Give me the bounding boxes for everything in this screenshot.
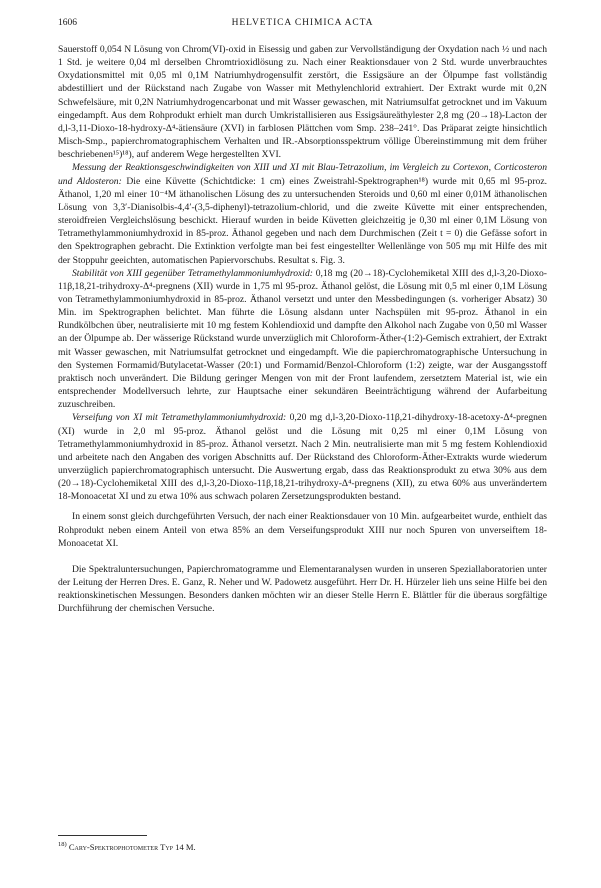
- paragraph-text: 0,20 mg d,l-3,20-Dioxo-11β,21-dihydroxy-18-acetoxy-Δ⁴-pregnen (XI) wurde in 2,0 ml 95-proz. Äthanol gelöst und die Lösung mit 0,25 ml einer 0,1M Lösung von Tetramethylammoniumhydroxid in 85-proz. Äthanol versetzt. Nach 2 Min. neutralisierte man mit 5 mg festem Kohlendioxid und arbeitete nach den Angaben des vorigen Abschnitts auf. Der Rückstand des Chloroform-Äther-Extrakts wurde wiederum unverzüglich papierchromatographisch untersucht. Die Auswertung ergab, dass das Reaktionsprodukt zu etwa 30% aus dem (20→18)-Cyclohemiketal XIII des d,l-3,20-Dioxo-11β,18,21-trihydroxy-Δ⁴-pregnens (XII), zu etwa 60% aus unverändertem 18-Monoacetat XI und zu etwa 10% aus schwach polaren Zersetzungsprodukten bestand.: [58, 412, 547, 503]
- running-header: [58, 18, 547, 32]
- paragraph-text: Die Spektraluntersuchungen, Papierchromatogramme und Elementaranalysen wurden in unseren Speziallaboratorien unter der Leitung der Herren Dres. E. Ganz, R. Neher und W. Padowetz ausgeführt. Herr Dr. H. Hürzeler lieh uns seine Hilfe bei den reaktionskinetischen Messungen. Besonders danken möchten wir an dieser Stelle Herrn E. Blättler für die überaus sorgfältige Durchführung der chemischen Versuche.: [58, 563, 547, 615]
- section-lead: Messung der Reaktionsgeschwindigkeiten von XIII und XI mit Blau-Tetrazolium, im Vergleich zu Cortexon, Corticosteron und Aldosteron:: [58, 162, 547, 187]
- paragraph-text: 0,18 mg (20→18)-Cyclohemiketal XIII des d,l-3,20-Dioxo-11β,18,21-trihydroxy-Δ⁴-pregnens (XII) wurde in 1,75 ml 95-proz. Äthanol gelöst, die Lösung mit 0,5 ml einer 0,1M Lösung von Tetramethylammoniumhydroxid in 85-proz. Äthanol versetzt und unter den Messbedingungen (s. vorheriger Absatz) 30 Min. im Spektrographen belichtet. Man führte die Lösung alsdann unter Nachspülen mit 95-proz. Äthanol in ein Rundkölbchen über, neutralisierte mit 10 mg festem Kohlendioxid und dampfte den Alkohol nach Zugabe von 0,50 ml Wasser an der Ölpumpe ab. Der wässerige Rückstand wurde unverzüglich mit Chloroform-Äther-(1:2)-Gemisch extrahiert, der Extrakt mit Wasser gewaschen, mit Natriumsulfat getrocknet und eingedampft. Wie die papierchromatographische Untersuchung in den Systemen Formamid/Butylacetat-Wasser (20:1) und Formamid/Benzol-Chloroform (1:2) zeigte, war der Ausgangsstoff praktisch noch unverändert. Die Bildung geringer Mengen von mit der Front laufendem, zersetztem Material ist, wie ein entsprechender Modellversuch lehrte, zur Hauptsache einer sekundären Beeinträchtigung während der Aufarbeitung zuzuschreiben.: [58, 267, 548, 411]
- paragraph-text: In einem sonst gleich durchgeführten Versuch, der nach einer Reaktionsdauer von 10 Min. aufgearbeitet wurde, enthielt das Rohprodukt neben einem Anteil von etwa 85% an dem Verseifungsprodukt XIII nur noch Spuren von unverseiftem 18-Monoacetat XI.: [58, 511, 547, 549]
- paragraph-stability: [58, 267, 547, 412]
- paragraph-text: Die eine Küvette (Schichtdicke: 1 cm) eines Zweistrahl-Spektrographen¹⁸) wurde mit 0,65 ml 95-proz. Äthanol, 1,20 ml einer 10⁻⁴M äthanolischen Lösung des zu untersuchenden Steroids und 0,60 ml einer 0,01M äthanolischen Lösung von 3,3′-Dianisolbis-4,4′-(3,5-diphenyl)-tetrazolium-chlorid, und die zweite Küvette mit einer entsprechenden, steroidfreien Vergleichslösung beschickt. Hierauf wurden in beide Küvetten gleichzeitig je 0,30 ml einer 0,1M Lösung von Tetramethylammoniumhydroxid in 85-proz. Äthanol gegeben und nach dem Durchmischen (Zeit t = 0) die Gefässe sofort in den Spektrographen gebracht. Die Extinktion verfolgte man bei fest eingestellter Wellenlänge von 505 mμ mit Hilfe des mit der Stoppuhr geeichten, automatischen Papiervorschubs. Resultat s. Fig. 3.: [58, 175, 547, 266]
- footnote-text: Cary-Spektrophotometer Typ 14 M.: [68, 842, 196, 852]
- page-number: 1606: [58, 18, 77, 28]
- footnote: [58, 842, 547, 853]
- section-lead: Stabilität von XIII gegenüber Tetramethylammoniumhydroxid:: [72, 267, 313, 279]
- paragraph-acknowledgements: [58, 563, 547, 616]
- paragraph-saponification: [58, 411, 547, 503]
- journal-title: HELVETICA CHIMICA ACTA: [231, 18, 374, 28]
- footnote-divider: [58, 835, 147, 836]
- paragraph-text: Sauerstoff 0,054 N Lösung von Chrom(VI)-oxid in Eisessig und gaben zur Vervollständigung der Oxydation nach ½ und nach 1 Std. je weitere 0,04 ml derselben Chromtrioxidlösung zu. Nach einer Reaktionsdauer von 2 Std. wurde unverbrauchtes Oxydationsmittel mit 0,05 ml 0,1M Natriumhydrogensulfit zerstört, die Essigsäure an der Ölpumpe fast vollständig abdestilliert und der Rückstand nach Zugabe von Wasser mit Methylenchlorid extrahiert. Der Extrakt wurde mit 0,2N Schwefelsäure, mit 0,2N Natriumhydrogencarbonat und mit Wasser gewaschen, mit Natriumsulfat getrocknet und im Vakuum eingedampft. Aus dem Rohprodukt erhielt man durch Umkristallisieren aus Essigsäureäthylester 2,8 mg (20→18)-Lacton der d,l-3,11-Dioxo-18-hydroxy-Δ⁴-ätiensäure (XVI) in farblosen Plättchen vom Smp. 238–241°. Das Präparat zeigte hinsichtlich Misch-Smp., papierchromatographischem Verhalten und IR.-Absorptionsspektrum völlige Übereinstimmung mit dem früher beschriebenen¹⁵)¹⁸), auf anderem Wege hergestellten XVI.: [58, 44, 547, 161]
- paragraph-reaction-rates: [58, 161, 547, 266]
- section-lead: Verseifung von XI mit Tetramethylammoniumhydroxid:: [72, 412, 287, 424]
- paragraph-oxidation: [58, 43, 547, 161]
- footnote-marker: 18): [58, 841, 67, 849]
- paragraph-followup-experiment: [58, 510, 547, 549]
- article-body: [58, 43, 547, 616]
